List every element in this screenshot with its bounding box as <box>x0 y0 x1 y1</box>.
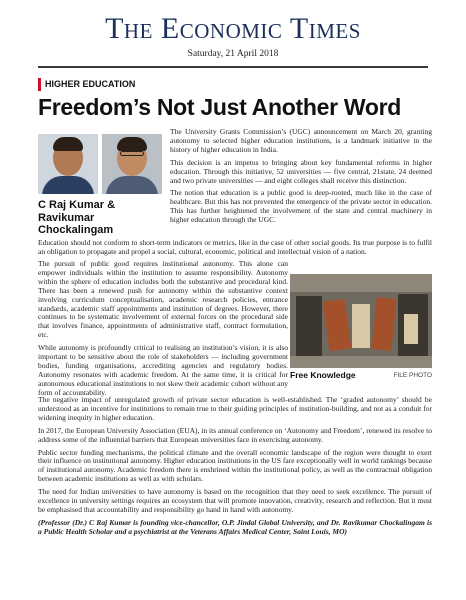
section-label: HIGHER EDUCATION <box>38 78 139 91</box>
paragraph: The need for Indian universities to have autonomy is based on the recognition that they need to seek excellence. The pursuit of excellence in university settings requires an ecosystem that will promote innovation, creativity, research and reflection. But it must be emphasised that accountability and responsibility go hand in hand with autonomy. <box>38 487 432 514</box>
author-photos <box>38 134 164 194</box>
caption-title: Free Knowledge <box>290 370 356 380</box>
author-block <box>38 134 164 237</box>
intro-column <box>170 128 432 229</box>
author-photo-chockalingam <box>102 134 162 194</box>
paragraph: Education should not conform to short-term indicators or metrics, like in the case of other social goods. Its true purpose is to fulfil an obligation to propagate and propel a social, cultural, economic, political and intellectual vision of a nation. <box>38 238 432 256</box>
article-photo <box>290 274 432 368</box>
full-width-paragraph <box>38 239 432 261</box>
masthead <box>0 14 466 59</box>
author-line-2: Ravikumar Chockalingam <box>38 211 114 236</box>
author-byline <box>38 199 164 237</box>
publication-date: Saturday, 21 April 2018 <box>187 49 279 59</box>
left-column <box>38 260 288 402</box>
paragraph: This decision is an impetus to bringing about key fundamental reforms in higher education. Through this initiative, 52 universities — five central, 21state, 24 deemed and two private universities — and eight colleges shall receive this distinction. <box>170 157 432 185</box>
author-line-1: C Raj Kumar & <box>38 199 116 211</box>
paragraph: The University Grants Commission’s (UGC) announcement on March 20, granting autonomy to selected higher education institutions, is a landmark initiative in the history of higher education in India. <box>170 127 432 154</box>
paragraph: The negative impact of unregulated growth of private sector education is well-established. The ‘graded autonomy’ should be understood as an incentive for institutions to remain true to their guiding principles of institution-building, and not as a conduit for widening inequity in higher education. <box>38 395 432 422</box>
newspaper-title: The Economic Times <box>105 12 361 45</box>
masthead-rule <box>38 66 428 68</box>
photo-credit: FILE PHOTO <box>393 372 432 379</box>
paragraph: The notion that education is a public good is deep-rooted, much like in the case of healthcare. But this has not prevented the emergence of the private sector in education. This has further heightened the involvement of the state and central machinery in higher education through the UGC. <box>170 188 432 225</box>
photo-caption <box>290 370 432 381</box>
paragraph: Public sector funding mechanisms, the political climate and the overall economic landscape of the region were thought to exert their influence on institutional autonomy. Higher education institutions in the US fare exceptionally well in world rankings because of institutional autonomy. Academic freedom there is enshrined within the institutional policy, as well as the contractual obligation between academic institutions as well as with scholars. <box>38 447 433 484</box>
paragraph: While autonomy is profoundly critical to realising an institution’s vision, it is also important to be sensitive about the role of stakeholders — including government bodies, funding organisations, accrediting agencies and regulatory bodies. Autonomy resonates with academic freedom. At the same time, it is critical for autonomous educational institutions to not skew their academic cohort without any form of accountability. <box>38 343 288 397</box>
closing-section <box>38 396 432 541</box>
author-bio: (Professor (Dr.) C Raj Kumar is founding vice-chancellor, O.P. Jindal Global University, and Dr. Ravikumar Chockalingam is a Public Health Scholar and a psychiatrist at the Veterans Affairs Medical Center, Saint Louis, MO) <box>38 517 432 536</box>
article-headline: Freedom’s Not Just Another Word <box>38 94 401 120</box>
paragraph: In 2017, the European University Association (EUA), in its annual conference on ‘Autonomy and Freedom’, renewed its resolve to address some of the influential barriers that European universities face in exercising autonomy. <box>38 425 432 444</box>
paragraph: The pursuit of public good requires institutional autonomy. This alone can empower individuals within the institution to assume responsibility. Autonomy within the sphere of education includes both the substantive and procedural kind. There has been a renewed push for autonomy within the substantive context involving curriculum conceptualisation, academic research policies, entrance standards, academic staff appointments and institution of degrees. However, there continues to be systematic involvement of external forces on the procedural side that involves finance, appointments of administrative staff, contract formulation, etc. <box>38 259 288 340</box>
author-photo-raj-kumar <box>38 134 98 194</box>
